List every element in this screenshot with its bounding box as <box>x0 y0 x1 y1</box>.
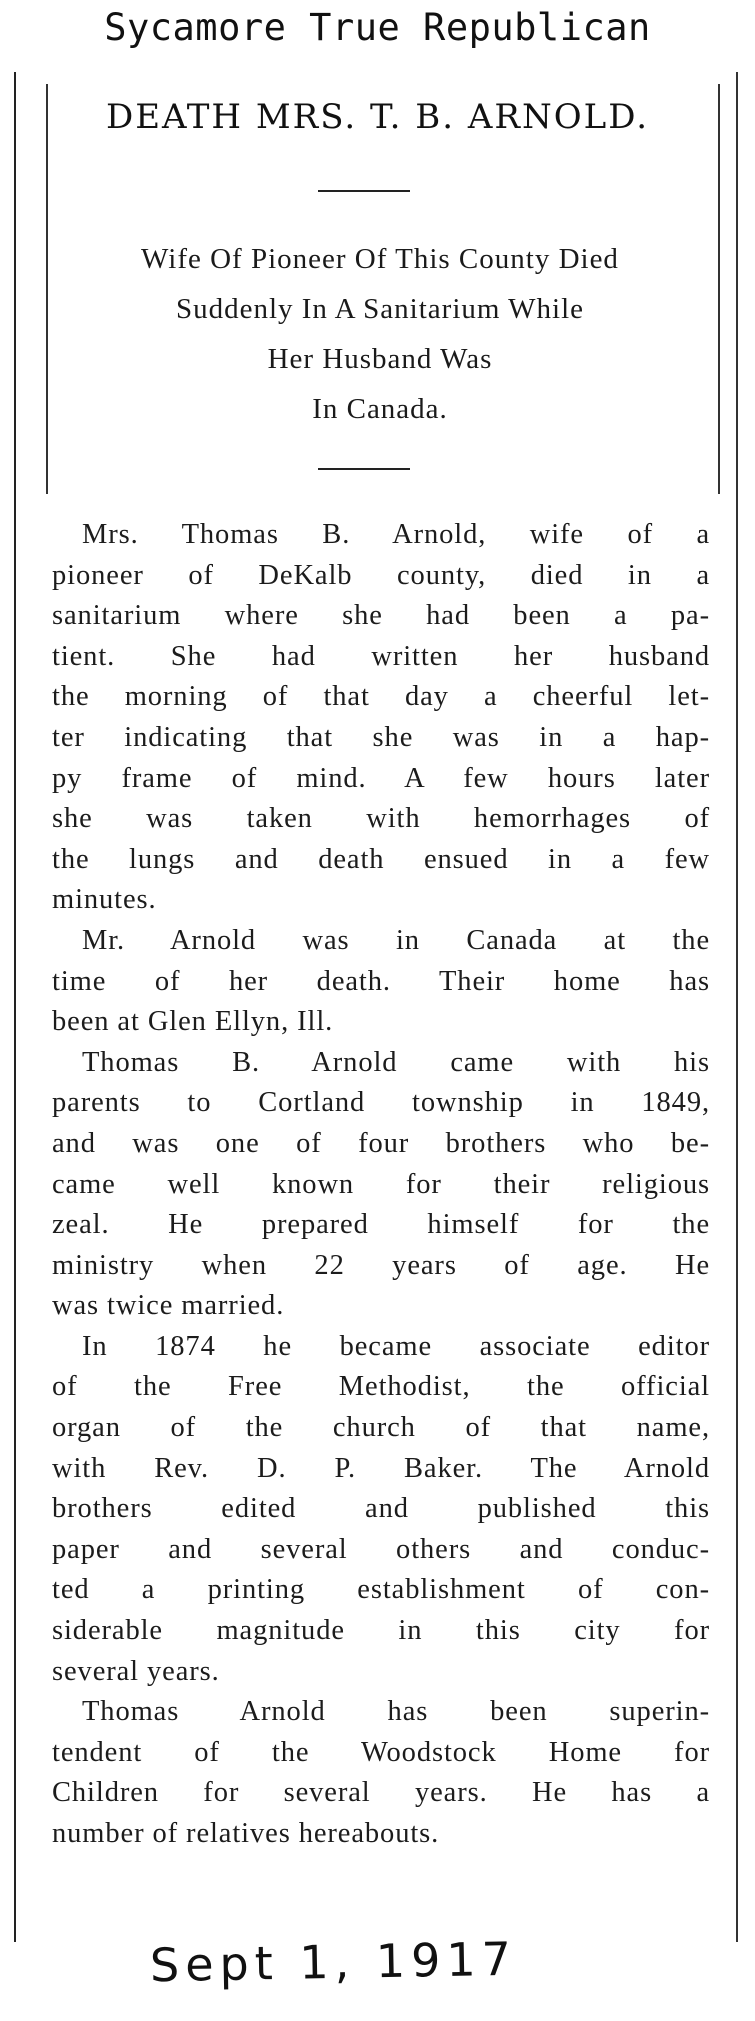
text-line: ministry when 22 years of age. He <box>52 1249 710 1281</box>
text-line: paper and several others and conduc- <box>52 1533 710 1565</box>
newspaper-name: Sycamore True Republican <box>104 6 651 49</box>
text-line: the lungs and death ensued in a few <box>52 843 710 875</box>
text-line: zeal. He prepared himself for the <box>52 1209 710 1241</box>
article-body <box>52 515 710 1855</box>
column-rule-right <box>736 72 738 1942</box>
subhead-line: Her Husband Was <box>267 343 493 375</box>
text-line: brothers edited and published this <box>52 1493 710 1525</box>
handwritten-date: Sept 1, 1917 <box>149 1931 518 1993</box>
article-headline: DEATH MRS. T. B. ARNOLD. <box>105 97 650 137</box>
text-line: and was one of four brothers who be- <box>52 1127 710 1159</box>
text-line: py frame of mind. A few hours later <box>52 762 710 794</box>
article-subhead <box>40 234 720 434</box>
text-line: Thomas B. Arnold came with his <box>82 1046 710 1078</box>
text-line: tient. She had written her husband <box>52 640 710 672</box>
column-rule-left <box>14 72 16 1942</box>
paragraph <box>52 1327 710 1692</box>
text-line: ted a printing establishment of con- <box>52 1574 710 1606</box>
text-line: with Rev. D. P. Baker. The Arnold <box>52 1452 710 1484</box>
subhead-divider <box>318 468 410 470</box>
text-line: parents to Cortland township in 1849, <box>52 1087 710 1119</box>
text-line: sanitarium where she had been a pa- <box>52 600 710 632</box>
paragraph <box>52 1043 710 1327</box>
text-line: been at Glen Ellyn, Ill. <box>52 1006 334 1038</box>
paragraph <box>52 515 710 921</box>
text-line: was twice married. <box>52 1290 285 1322</box>
text-line: organ of the church of that name, <box>52 1412 710 1444</box>
text-line: Thomas Arnold has been superin- <box>82 1696 710 1728</box>
text-line: came well known for their religious <box>52 1168 710 1200</box>
text-line: she was taken with hemorrhages of <box>52 803 710 835</box>
text-line: In 1874 he became associate editor <box>82 1330 710 1362</box>
text-line: ter indicating that she was in a hap- <box>52 721 710 753</box>
text-line: Mrs. Thomas B. Arnold, wife of a <box>82 519 710 550</box>
text-line: Children for several years. He has a <box>52 1777 710 1809</box>
subhead-line: Suddenly In A Sanitarium While <box>175 293 585 325</box>
text-line: several years. <box>52 1655 220 1687</box>
text-line: tendent of the Woodstock Home for <box>52 1736 710 1768</box>
headline-divider <box>318 190 410 192</box>
text-line: time of her death. Their home has <box>52 965 710 997</box>
subhead-line: Wife Of Pioneer Of This County Died <box>141 243 619 275</box>
subhead-line: In Canada. <box>312 393 448 425</box>
text-line: number of relatives hereabouts. <box>52 1818 440 1849</box>
text-line: the morning of that day a cheerful let- <box>52 681 710 713</box>
text-line: Mr. Arnold was in Canada at the <box>82 924 710 956</box>
text-line: of the Free Methodist, the official <box>52 1371 710 1403</box>
text-line: siderable magnitude in this city for <box>52 1615 710 1647</box>
text-line: pioneer of DeKalb county, died in a <box>52 559 710 591</box>
text-line: minutes. <box>52 884 157 916</box>
paragraph <box>52 1692 710 1854</box>
paragraph <box>52 921 710 1043</box>
